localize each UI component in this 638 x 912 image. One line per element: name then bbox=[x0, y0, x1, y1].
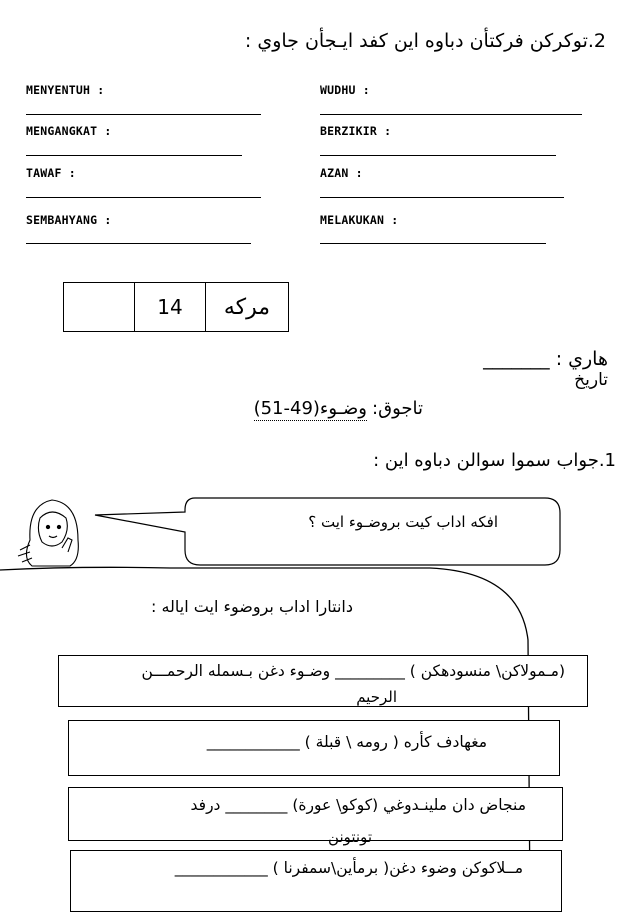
answer-1-line-2: الرحيم bbox=[356, 688, 397, 706]
answer-2-line-1: مغهادف كأره ( رومه \ قبلة ) ____________ bbox=[206, 733, 487, 751]
label-tawaf: TAWAF : bbox=[26, 166, 76, 180]
question-2-title: 2.توكركن فركتأن دباوه اين كفد ايـجأن جاوي : bbox=[244, 30, 606, 52]
answer-box-3[interactable] bbox=[68, 787, 563, 846]
label-mengangkat: MENGANGKAT : bbox=[26, 124, 112, 138]
label-azan: AZAN : bbox=[320, 166, 363, 180]
answer-box-4[interactable] bbox=[70, 850, 562, 912]
answer-3-line-1: منجاض دان ملينـدوغي (كوكو\ عورة) ________ درفد bbox=[190, 796, 526, 814]
answer-1-line-1: (مـمولاكن\ منسودهكن ) _________ وضـوء دغن بـسمله الرحمـــن bbox=[141, 662, 565, 680]
date-field[interactable]: هاري : _______ bbox=[483, 348, 608, 370]
speech-bubble-text: افكه اداب كيت بروضـوء ايت ؟ bbox=[308, 513, 498, 531]
date-cut-line: تاريخ bbox=[574, 370, 608, 390]
score-value: 14 bbox=[157, 295, 183, 319]
label-wudhu: WUDHU : bbox=[320, 83, 370, 97]
answer-4-line-1: مــلاكوكن وضوء دغن( برمأين\سمفرنا ) ____________ bbox=[174, 859, 523, 877]
intro-text: دانتارا اداب بروضوء ايت اياله : bbox=[150, 597, 353, 616]
label-sembahyang: SEMBAHYANG : bbox=[26, 213, 112, 227]
topic-value: وضـوء(49-51) bbox=[253, 398, 367, 419]
answer-3-line-2: تونتونن bbox=[328, 828, 372, 846]
girl-icon bbox=[18, 500, 78, 566]
answer-box-2[interactable] bbox=[68, 720, 560, 776]
answer-box-1[interactable] bbox=[58, 655, 588, 707]
topic-label: تاجوق: bbox=[372, 398, 423, 419]
question-1-title: 1.جواب سموا سوالن دباوه اين : bbox=[373, 450, 616, 471]
speech-bubble-outline bbox=[95, 498, 560, 565]
label-menyentuh: MENYENTUH : bbox=[26, 83, 105, 97]
label-berzikir: BERZIKIR : bbox=[320, 124, 392, 138]
label-melakukan: MELAKUKAN : bbox=[320, 213, 399, 227]
score-label: مركه bbox=[223, 294, 271, 320]
